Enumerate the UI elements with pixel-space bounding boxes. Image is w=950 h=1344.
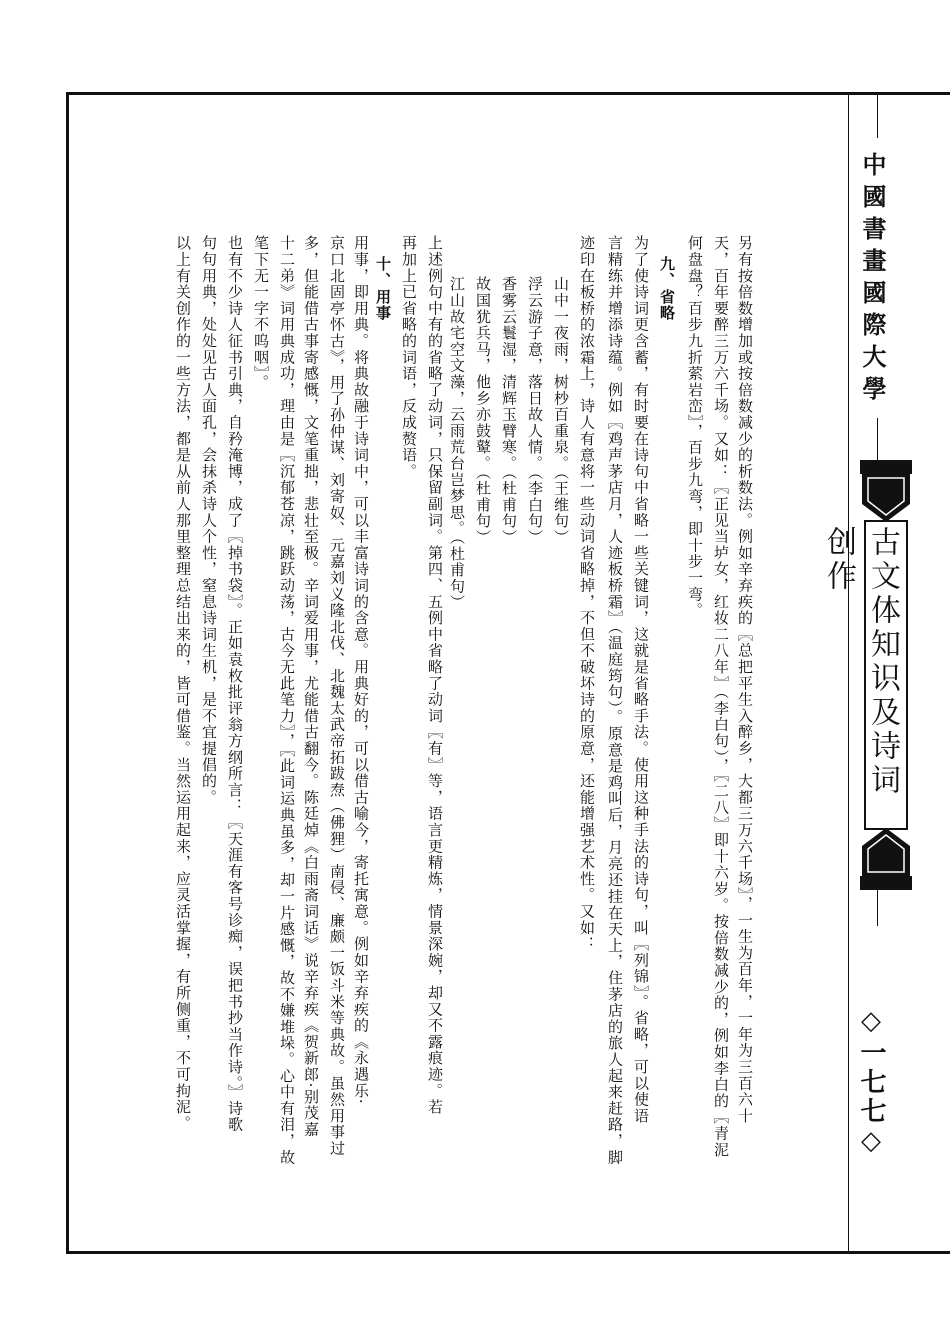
- series-title: 中國書畫國際大學: [858, 152, 887, 408]
- poem-line: 山中一夜雨，树杪百重泉。（王维句）: [552, 276, 570, 546]
- banner-cap: [860, 876, 912, 890]
- poem-line: 浮云游子意，落日故人情。（李白句）: [526, 276, 544, 546]
- section-heading: 十、用事: [374, 256, 392, 322]
- text-column: 十二弟》词用典成功，理由是〖沉郁苍凉，跳跃动荡，古今无此笔力〗，〖此词运典虽多，却一片感慨，故不嫌堆垛。心中有泪，故: [278, 235, 296, 1166]
- section-heading: 九、省略: [658, 256, 676, 322]
- banner-ornament-icon: [860, 826, 912, 876]
- margin-rule: [877, 418, 878, 460]
- margin-rule: [877, 890, 878, 926]
- page-number: ◇一七七◇: [856, 1006, 886, 1159]
- poem-line: 故国犹兵马，他乡亦鼓鼙。（杜甫句）: [474, 276, 492, 546]
- text-column: 多，但能借古事寄感慨，文笔重拙，悲壮至极。辛词爱用事，尤能借古翻今。陈廷焯《白雨斋词话》说辛弃疾《贺新郎·别茂嘉: [302, 235, 320, 1138]
- poem-line: 香雾云鬟湿，清辉玉臂寒。（杜甫句）: [500, 276, 518, 546]
- banner-frame: [821, 520, 908, 830]
- diamond-icon: ◇: [856, 1126, 886, 1159]
- text-column: 天，百年要醉三万六千场。又如：〖正见当垆女，红妆二八年〗（李白句），〖二八〗即十六岁。按倍数减少的，例如李白的〖青泥: [712, 235, 730, 1158]
- poem-line: 江山故宅空文藻，云雨荒台岂梦思。（杜甫句）: [448, 276, 466, 611]
- text-column: 笔下无一字不呜咽〗。: [252, 235, 270, 391]
- section-banner: [821, 460, 912, 890]
- margin-divider: [848, 92, 849, 1254]
- text-column: 迹印在板桥的浓霜上，诗人有意将一些动词省略掉，不但不破坏诗的原意，还能增强艺术性。又如：: [578, 235, 596, 953]
- text-column: 以上有关创作的一些方法，都是从前人那里整理总结出来的，皆可借鉴。当然运用起来，应灵活掌握，有所侧重，不可拘泥。: [174, 235, 192, 1132]
- banner-ornament-icon: [860, 474, 912, 524]
- text-column: 何盘盘？百步九折萦岩峦〗，百步九弯，即十步一弯。: [686, 235, 704, 619]
- text-column: 言精练并增添诗蕴。例如〖鸡声茅店月，人迹板桥霜〗（温庭筠句）。原意是鸡叫后，月亮还挂在天上，住茅店的旅人起来赶路，脚: [606, 235, 624, 1166]
- text-column: 上述例句中有的省略了动词，只保留副词。第四、五例中省略了动词〖有〗等，语言更精炼，情景深婉，却又不露痕迹。若: [426, 235, 444, 1116]
- text-column: 为了使诗词更含蓄，有时要在诗句中省略一些关键词，这就是省略手法。使用这种手法的诗句，叫〖列锦〗。省略，可以使语: [632, 235, 650, 1124]
- text-column: 也有不少诗人征书引典，自矜淹博，成了〖掉书袋〗。正如袁枚批评翁方纲所言：〖天涯有客号诊痴，误把书抄当作诗。〗诗歌: [226, 235, 244, 1133]
- text-column: 另有按倍数增加或按倍数减少的析数法。例如辛弃疾的〖总把平生入醉乡，大都三万六千场〗，一生为百年，一年为三百六十: [736, 235, 754, 1124]
- text-column: 再加上已省略的词语，反成赘语。: [400, 235, 418, 480]
- text-column: 京口北固亭怀古》，用了孙仲谋、刘寄奴、元嘉刘义隆北伐、北魏太武帝拓跋焘（佛狸）南侵、廉颇一饭斗米等典故。虽然用事过: [328, 235, 346, 1157]
- page-border: [66, 92, 950, 1254]
- text-column: 用事，即用典。将典故融于诗词中，可以丰富诗词的含意。用典好的，可以借古喻今，寄托寓意。例如辛弃疾的《永遇乐·: [352, 235, 370, 1105]
- text-column: 句句用典，处处见古人面孔，会抹杀诗人个性，窒息诗词生机，是不宜提倡的。: [200, 235, 218, 806]
- diamond-icon: ◇: [856, 1006, 886, 1039]
- margin-rule: [877, 92, 878, 138]
- section-title: 古文体知识及诗词创作: [821, 526, 900, 798]
- banner-cap: [860, 460, 912, 474]
